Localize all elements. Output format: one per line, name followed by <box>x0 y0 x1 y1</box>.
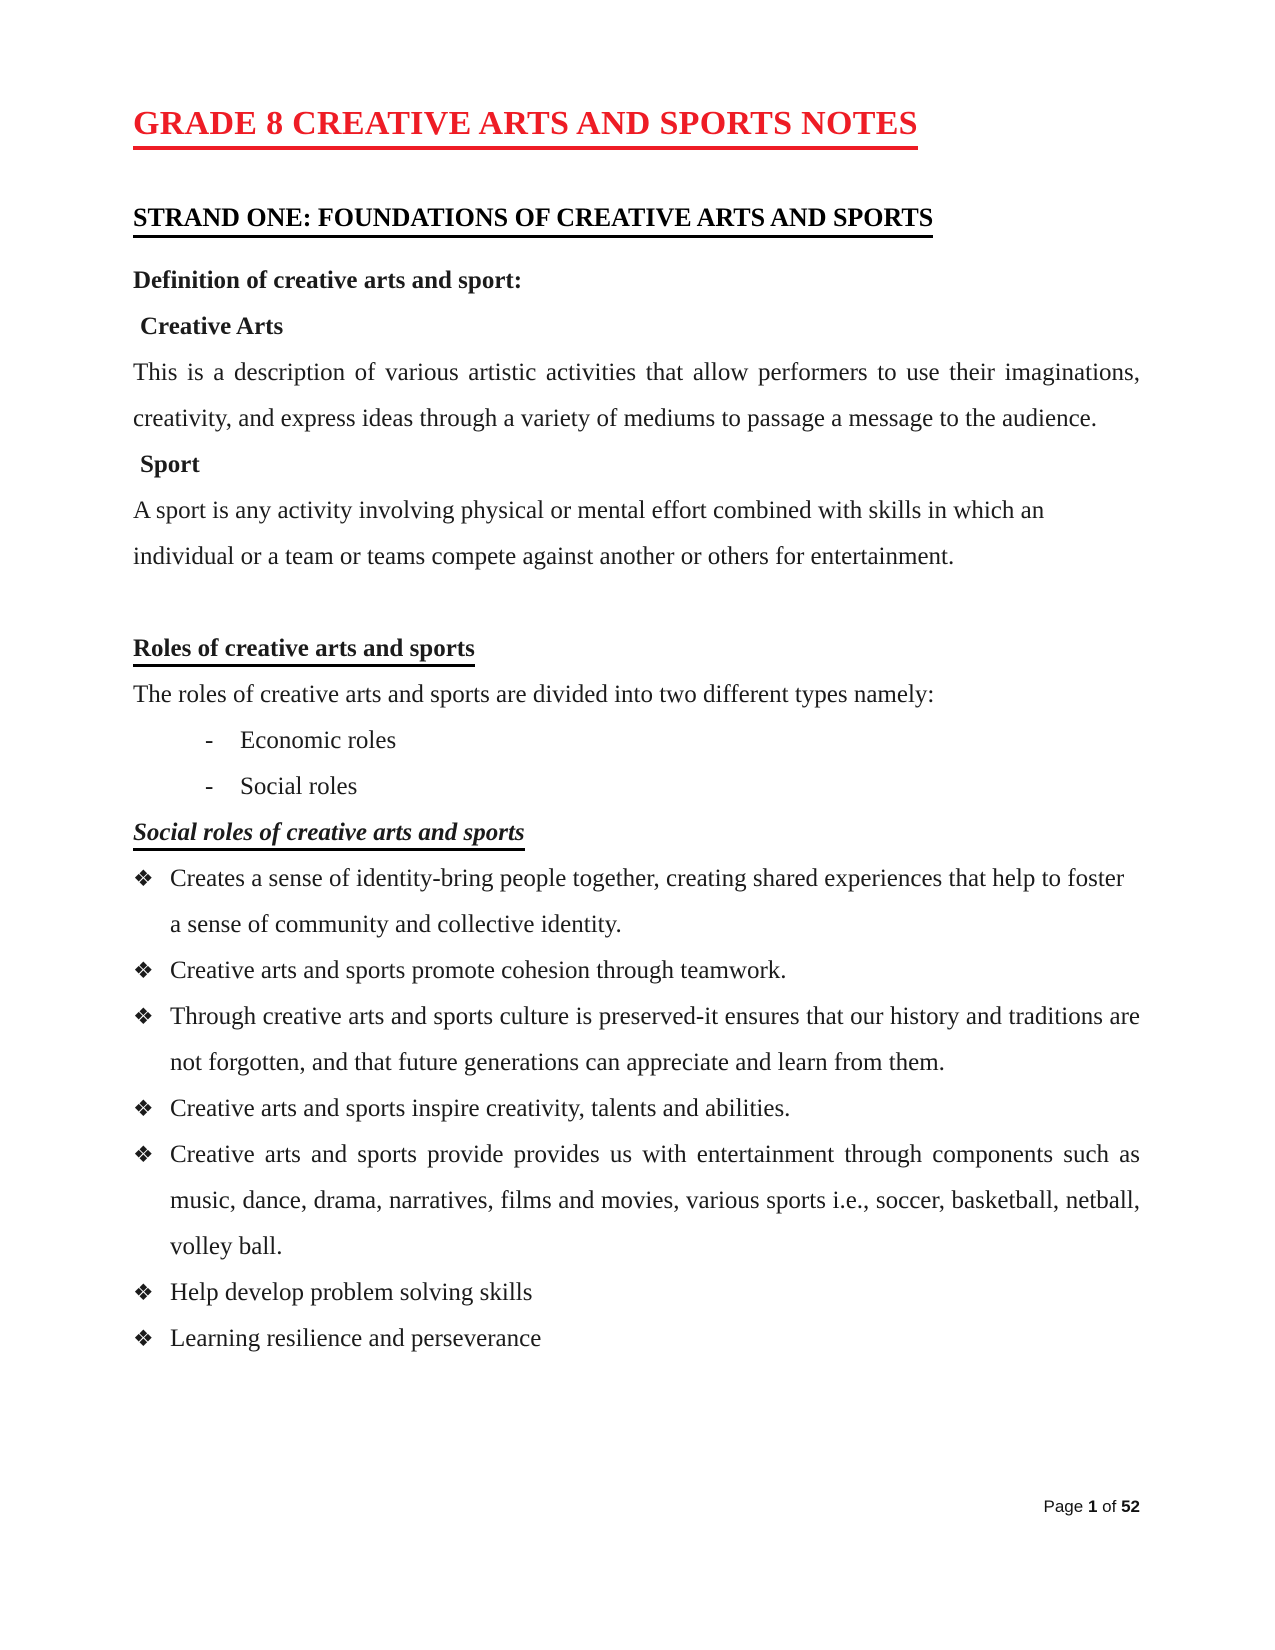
creative-arts-paragraph: This is a description of various artistic activities that allow performers to use their imaginations, creativity, and express ideas through a variety of mediums to passage a message to the audience. <box>133 359 1140 432</box>
list-item <box>133 948 1140 994</box>
document-body <box>133 258 1140 1362</box>
bullet-text: Creative arts and sports provide provides us with entertainment through components such as music, dance, drama, narratives, films and movies, various sports i.e., soccer, basketball, netball, volley ball. <box>170 1141 1140 1260</box>
dash-bullet-icon: - <box>205 773 214 800</box>
list-item <box>133 856 1140 948</box>
page-title-text: GRADE 8 CREATIVE ARTS AND SPORTS NOTES <box>133 105 918 150</box>
bullet-text: Help develop problem solving skills <box>170 1279 533 1306</box>
footer-prefix: Page <box>1043 1497 1084 1516</box>
list-item <box>133 1270 1140 1316</box>
page-number-footer <box>1044 1497 1140 1517</box>
sport-label: Sport <box>140 451 200 478</box>
bullet-text: Creates a sense of identity-bring people together, creating shared experiences that help to foster a sense of community and collective identity. <box>170 865 1125 938</box>
footer-connector: of <box>1102 1497 1117 1516</box>
roles-intro: The roles of creative arts and sports are divided into two different types namely: <box>133 681 935 708</box>
strand-heading-text: STRAND ONE: FOUNDATIONS OF CREATIVE ARTS AND SPORTS <box>133 203 933 238</box>
diamond-bullet-icon: ❖ <box>133 1326 154 1351</box>
creative-arts-label: Creative Arts <box>140 313 284 340</box>
diamond-bullet-icon: ❖ <box>133 1004 154 1029</box>
role-type-label: Economic roles <box>240 727 397 754</box>
strand-heading <box>133 202 1140 234</box>
sport-paragraph: A sport is any activity involving physical or mental effort combined with skills in which an individual or a team or teams compete against another or others for entertainment. <box>133 497 1045 570</box>
definition-heading: Definition of creative arts and sport: <box>133 267 523 294</box>
diamond-bullet-icon: ❖ <box>133 1280 154 1305</box>
bullet-text: Learning resilience and perseverance <box>170 1325 542 1352</box>
role-types-list <box>133 718 1140 810</box>
list-item <box>133 1316 1140 1362</box>
social-roles-heading-text: Social roles of creative arts and sports <box>133 819 525 851</box>
list-item <box>133 994 1140 1086</box>
list-item <box>133 1086 1140 1132</box>
list-item <box>133 764 1140 810</box>
bullet-text: Creative arts and sports promote cohesion through teamwork. <box>170 957 787 984</box>
list-item <box>133 718 1140 764</box>
diamond-bullet-icon: ❖ <box>133 866 154 891</box>
page-title <box>133 104 1140 144</box>
roles-heading-text: Roles of creative arts and sports <box>133 635 475 667</box>
roles-heading <box>133 626 1140 672</box>
footer-page-total: 52 <box>1121 1497 1140 1516</box>
bullet-text: Creative arts and sports inspire creativity, talents and abilities. <box>170 1095 791 1122</box>
bullet-text: Through creative arts and sports culture is preserved-it ensures that our history and traditions are not forgotten, and that future generations can appreciate and learn from them. <box>170 1003 1140 1076</box>
footer-page-number: 1 <box>1087 1497 1098 1516</box>
list-item <box>133 1132 1140 1270</box>
dash-bullet-icon: - <box>205 727 214 754</box>
diamond-bullet-icon: ❖ <box>133 1142 154 1167</box>
role-type-label: Social roles <box>240 773 358 800</box>
diamond-bullet-icon: ❖ <box>133 958 154 983</box>
diamond-bullet-icon: ❖ <box>133 1096 154 1121</box>
social-roles-heading <box>133 810 1140 856</box>
social-roles-bullet-list <box>133 856 1140 1362</box>
